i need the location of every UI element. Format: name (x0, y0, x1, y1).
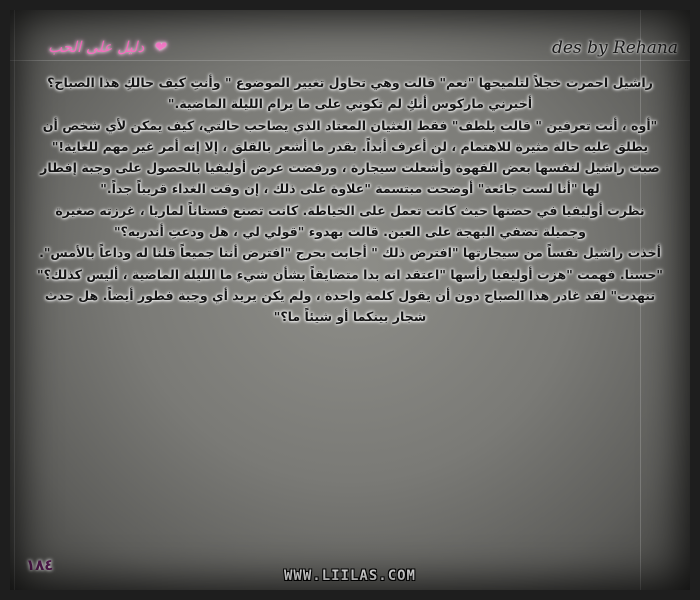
paragraph: صبت راشيل لنفسها بعض القهوة وأشعلت سيجارة ، ورفضت عرض أوليفيا بالحصول على وجبة إفطار لها "أنا لست جائعة" أوضحت مبتسمة "علاوة على ذلك ، إن وقت الغداء قريباً جداً." (40, 160, 660, 197)
paragraph: "أوه ، أنت تعرفين " قالت بلطف" فقط الغثيان المعتاد الذي يصاحب حالتي، كيف يمكن لأي شخص أن يطلق عليه حالة مثيرة للاهتمام ، لن أعرف أبداً. بقدر ما أشعر بالقلق ، إلا إنه أمر غير مهم للغاية!" (42, 117, 658, 154)
heart-icon: ❤ (153, 38, 166, 56)
paragraph: نظرت أوليفيا في حضنها حيث كانت تعمل على الخياطة. كانت تصنع فستاناً لماريا ، غرزته صغيرة وجميلة تضفي البهجة على العين. قالت بهدوء "قولي لي ، هل ودعتِ أندريه؟" (55, 202, 645, 240)
page-number: ١٨٤ (26, 556, 54, 574)
paragraph: "حسنا. فهمت "هزت أوليفيا رأسها "اعتقد انه بدا متضايقاً بشأن شيء ما الليلة الماضية ، أليس كذلك؟" تنهدت" لقد غادر هذا الصباح دون أن يقول كلمة واحدة ، ولم يكن يريد أي وجبة فطور أيضاً. هل حدث شجار بينكما أو شيئاً ما؟" (37, 266, 663, 325)
paragraph: أخذت راشيل نفساً من سيجارتها "افترض ذلك " أجابت بحرج "افترض أننا جميعاً قلنا له وداعاً بالأمس". (39, 245, 661, 261)
designer-credit: des by Rehana (552, 38, 678, 58)
paragraph: راشيل احمرت خجلاً لتلميحها "نعم" قالت وهي تحاول تغيير الموضوع " وأنتِ كيف حالكِ هذا الصباح؟ أخبرني ماركوس أنكِ لم تكوني على ما يرام الليلة الماضية." (47, 75, 653, 112)
title-text: دليل على الحب (48, 38, 145, 56)
texture-scratch (0, 60, 700, 61)
texture-scratch (14, 0, 15, 600)
page-title (48, 38, 166, 56)
website-watermark: WWW.LIILAS.COM (283, 568, 416, 584)
story-text (32, 72, 668, 328)
